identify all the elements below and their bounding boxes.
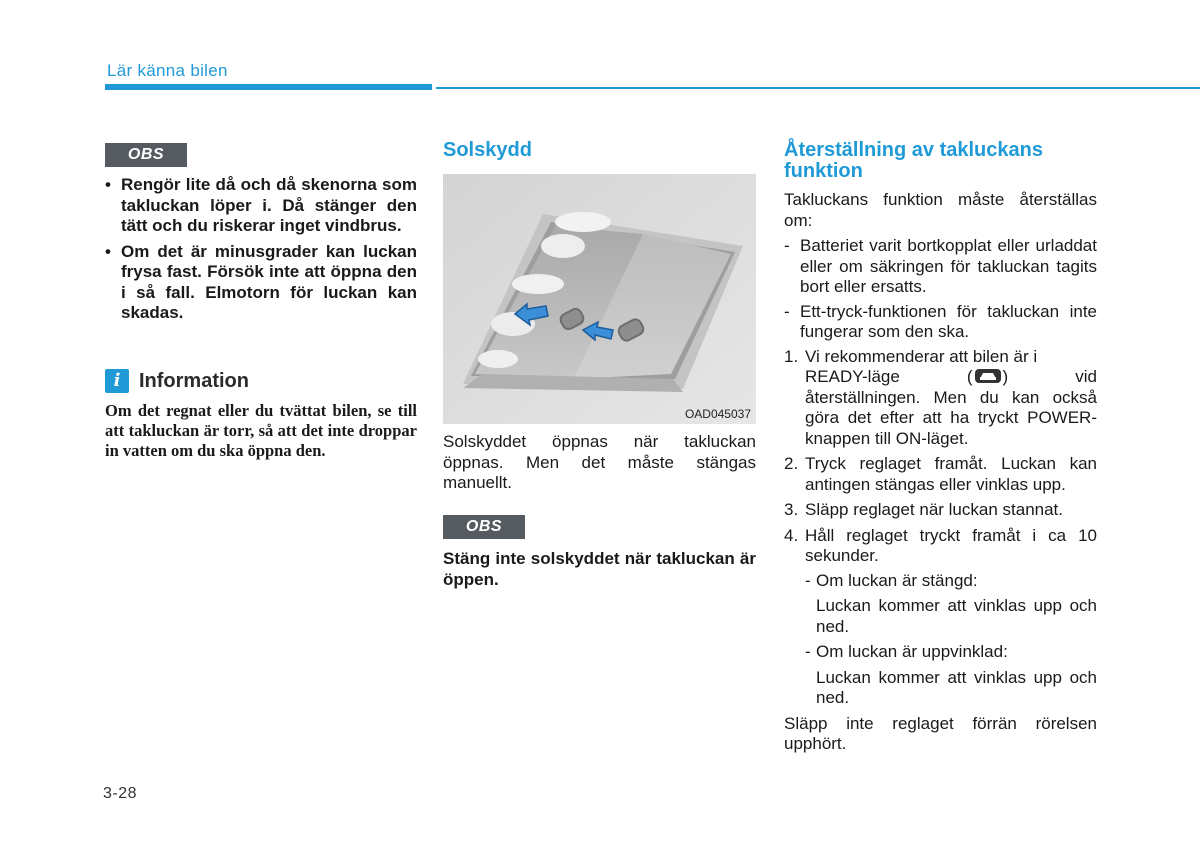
section-title: Lär känna bilen: [107, 61, 228, 80]
info-text: Om det regnat eller du tvättat bilen, se till att takluckan är torr, så att det inte droppar in vatten om du ska öppna den.: [105, 401, 417, 460]
list-item: • Rengör lite då och då skenorna som takluckan löper i. Då stänger den tätt och du riskerar inget vindbrus.: [105, 175, 417, 237]
info-icon: i: [105, 369, 129, 393]
step-2: [784, 454, 1097, 495]
solskydd-body: Solskyddet öppnas när takluckan öppnas. Men det måste stängas manuellt.: [443, 432, 756, 492]
list-item-text: Ett-tryck-funktionen för takluckan inte fungerar som den ska.: [800, 301, 1097, 341]
dash-marker: -: [784, 301, 790, 321]
step-number: 2.: [784, 454, 799, 473]
sunroof-illustration: [443, 174, 756, 424]
reset-intro: Takluckans funktion måste återställas om:: [784, 190, 1097, 230]
step-line: Vi rekommenderar att bilen är i: [805, 346, 1038, 366]
page-number: 3-28: [103, 785, 138, 802]
dash-marker: -: [784, 236, 790, 255]
header-rule-thick: [105, 84, 432, 90]
ready-car-icon: [973, 368, 1003, 384]
paren-close: ): [1002, 367, 1009, 386]
figure-code: OAD045037: [684, 407, 751, 421]
sub-item: [784, 642, 1097, 663]
sub-item-text: Luckan kommer att vinklas upp och ned.: [816, 596, 1097, 636]
step-number: 1.: [784, 346, 799, 366]
ready-paren: [967, 367, 1008, 388]
step-text: Släpp reglaget när luckan stannat.: [805, 500, 1064, 519]
step-number: 4.: [784, 525, 799, 545]
step-1: [784, 347, 1097, 450]
obs-text: Stäng inte solskyddet när takluckan är öppen.: [443, 549, 756, 589]
list-item: [784, 236, 1097, 298]
obs-list: [105, 175, 417, 329]
sub-item-text: Luckan kommer att vinklas upp och ned.: [816, 667, 1097, 707]
dash-marker: -: [805, 642, 811, 661]
step-text: Håll reglaget tryckt framåt i ca 10 sekunder.: [805, 525, 1097, 565]
obs-badge: OBS: [443, 515, 525, 539]
closing-text: Släpp inte reglaget förrän rörelsen upphört.: [784, 713, 1097, 753]
solskydd-heading: Solskydd: [443, 139, 532, 161]
ready-row: [805, 367, 1097, 388]
step-number: 3.: [784, 500, 799, 519]
list-item-text: Batteriet varit bortkopplat eller urladdat eller om säkringen för takluckan tagits bort eller ersatts.: [800, 236, 1097, 296]
sub-item: [784, 571, 1097, 592]
ready-label: READY-läge: [805, 367, 900, 386]
obs-badge: OBS: [105, 143, 187, 167]
paren-open: (: [966, 367, 973, 386]
sub-item-label: Om luckan är uppvinklad:: [816, 642, 1008, 661]
sub-item-label: Om luckan är stängd:: [816, 570, 978, 590]
info-header: [105, 369, 249, 393]
sunroof-image: [443, 174, 756, 424]
vid-word: vid: [1075, 367, 1097, 386]
dash-marker: -: [805, 570, 811, 590]
reset-heading: Återställning av takluckans funktion: [784, 139, 1043, 182]
info-title: Information: [139, 369, 249, 392]
list-item: [784, 302, 1097, 343]
list-item: • Om det är minusgrader kan luckan frysa fast. Försök inte att öppna den i så fall. Elmotorn för luckan kan skadas.: [105, 242, 417, 324]
reset-list: [784, 236, 1097, 755]
step-4: [784, 526, 1097, 567]
step-3: [784, 500, 1097, 521]
header-rule-thin: [436, 87, 1200, 89]
step-text: Tryck reglaget framåt. Luckan kan antingen stängas eller vinklas upp.: [805, 454, 1097, 494]
step-rest: återställningen. Men du kan också göra det efter att ha tryckt POWER-knappen till ON-läget.: [805, 387, 1097, 448]
